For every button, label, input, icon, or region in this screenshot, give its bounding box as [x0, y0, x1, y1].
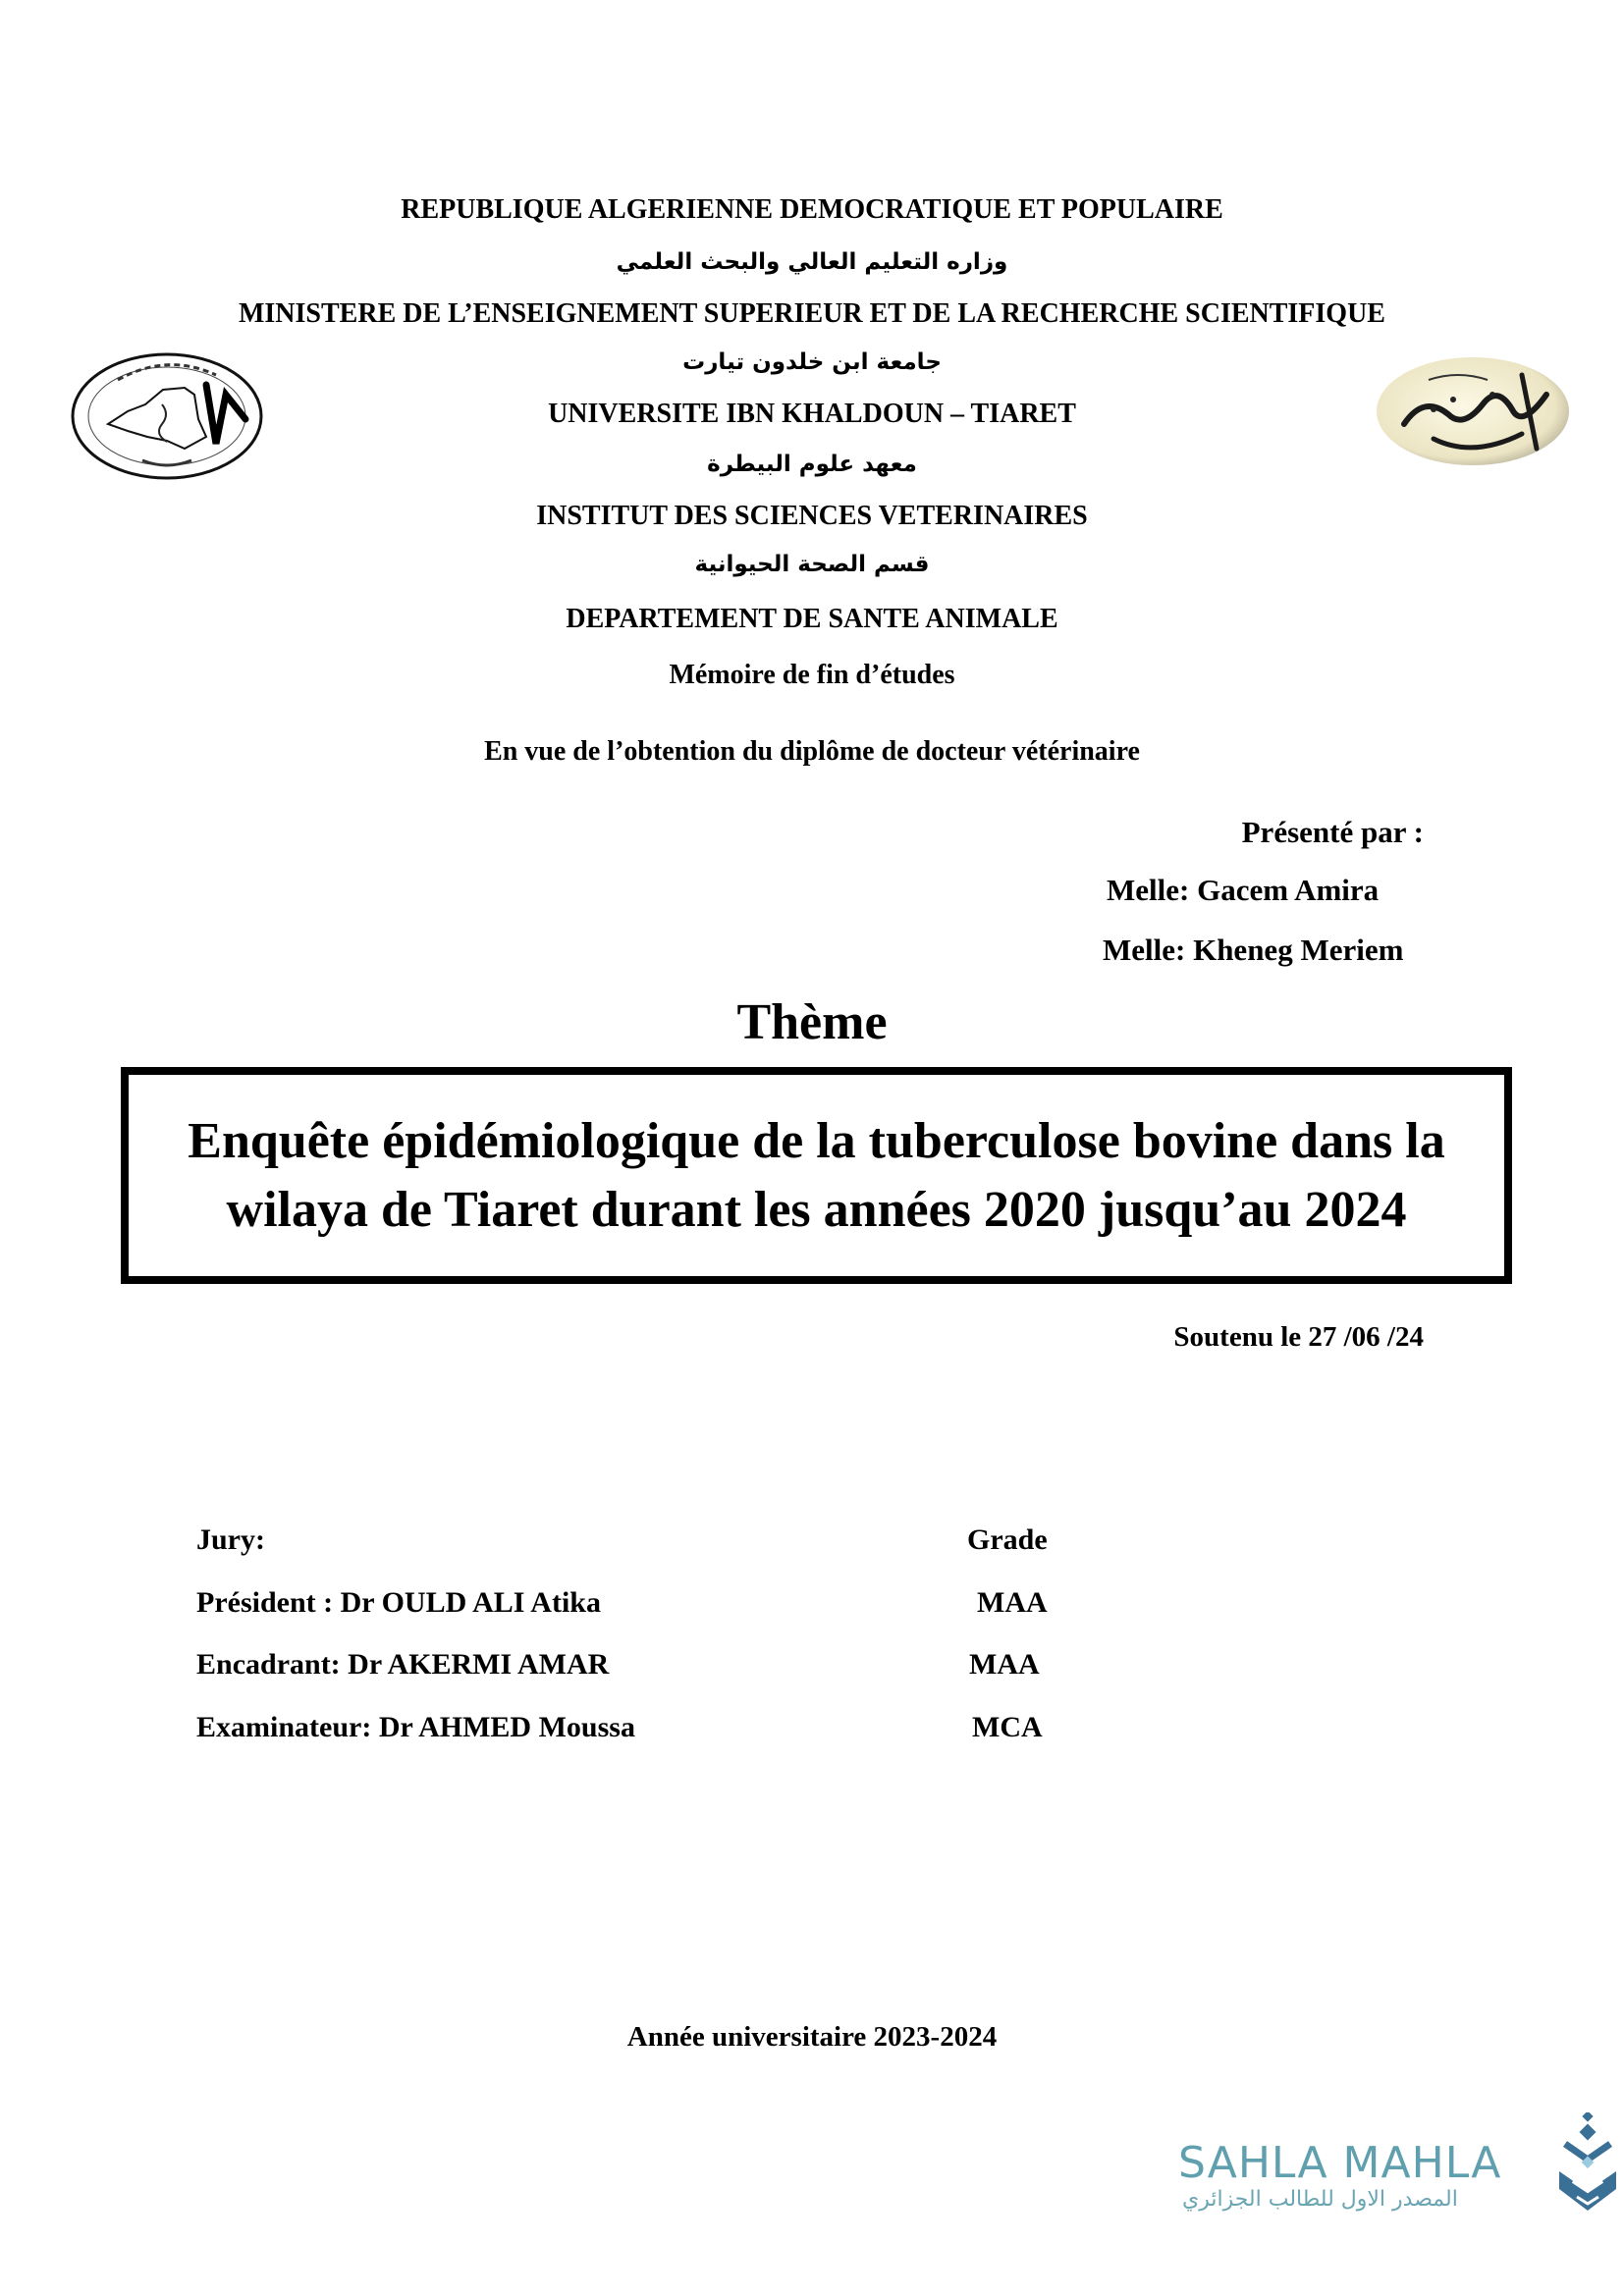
jury-header: Jury: — [196, 1523, 265, 1556]
watermark-subtitle: المصدر الاول للطالب الجزائري — [1182, 2187, 1458, 2212]
theme-title-line-2: wilaya de Tiaret durant les années 2020 jusqu’au 2024 — [226, 1181, 1407, 1238]
jury-grade-supervisor: MAA — [969, 1648, 1040, 1681]
ministry-heading: MINISTERE DE L’ENSEIGNEMENT SUPERIEUR ET DE LA RECHERCHE SCIENTIFIQUE — [238, 298, 1385, 329]
department-heading: DEPARTEMENT DE SANTE ANIMALE — [566, 604, 1058, 634]
presented-by-label: Présenté par : — [1241, 815, 1424, 849]
jury-member-president: Président : Dr OULD ALI Atika — [196, 1586, 601, 1619]
institute-arabic: معهد علوم البيطرة — [707, 452, 917, 477]
defense-date: Soutenu le 27 /06 /24 — [1173, 1321, 1424, 1353]
university-arabic: جامعة ابن خلدون تيارت — [682, 349, 942, 375]
ibn-khaldoun-calligraphy-logo — [1375, 355, 1571, 473]
jury-member-examiner: Examinateur: Dr AHMED Moussa — [196, 1711, 635, 1743]
theme-title-line-1: Enquête épidémiologique de la tuberculose bovine dans la — [188, 1112, 1445, 1169]
institute-emblem-logo — [69, 350, 265, 488]
institute-heading: INSTITUT DES SCIENCES VETERINAIRES — [536, 501, 1088, 531]
grade-header: Grade — [967, 1523, 1048, 1556]
republic-heading: REPUBLIQUE ALGERIENNE DEMOCRATIQUE ET POPULAIRE — [401, 194, 1223, 225]
purpose-text: En vue de l’obtention du diplôme de docteur vétérinaire — [484, 736, 1140, 767]
ministry-arabic: وزاره التعليم العالي والبحث العلمي — [616, 249, 1008, 275]
jury-grade-examiner: MCA — [972, 1711, 1043, 1743]
academic-year: Année universitaire 2023-2024 — [626, 2021, 998, 2053]
jury-grade-president: MAA — [977, 1586, 1048, 1619]
presenter-name-1: Melle: Gacem Amira — [1107, 873, 1380, 907]
watermark-title: SAHLA MAHLA — [1178, 2138, 1502, 2188]
sahla-mahla-logo-icon — [1555, 2112, 1620, 2220]
department-arabic: قسم الصحة الحيوانية — [694, 552, 930, 577]
memoire-heading: Mémoire de fin d’études — [669, 660, 955, 690]
jury-member-supervisor: Encadrant: Dr AKERMI AMAR — [196, 1648, 610, 1681]
presenter-name-2: Melle: Kheneg Meriem — [1103, 933, 1404, 967]
theme-title-box — [121, 1067, 1512, 1284]
university-heading: UNIVERSITE IBN KHALDOUN – TIARET — [548, 399, 1076, 429]
theme-label: Thème — [736, 994, 888, 1050]
